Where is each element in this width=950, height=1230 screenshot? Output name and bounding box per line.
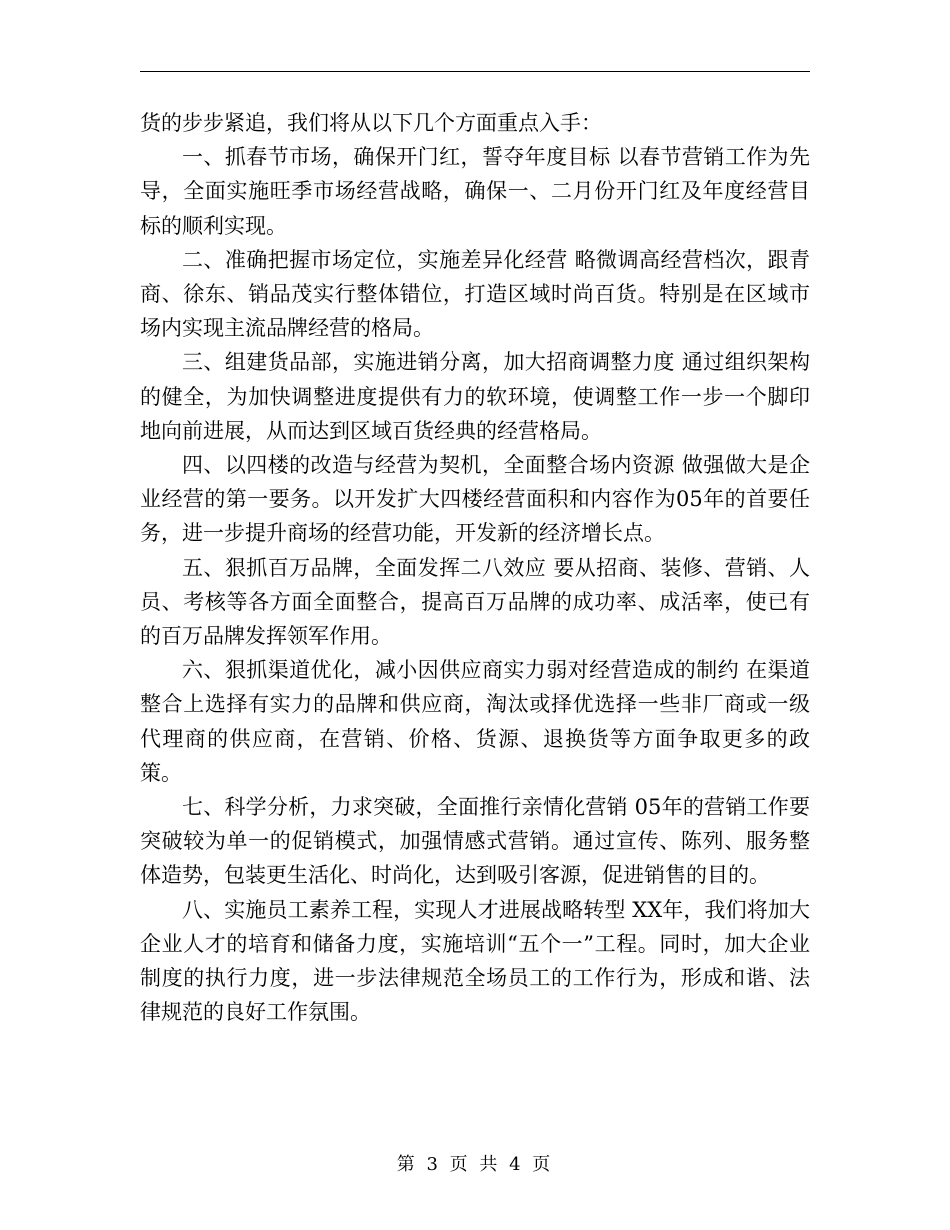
paragraph-item-2: 二、准确把握市场定位，实施差异化经营 略微调高经营档次，跟青商、徐东、销品茂实行整体错位，打造区域时尚百货。特别是在区域市场内实现主流品牌经营的格局。 — [140, 247, 810, 341]
paragraph-continuation: 货的步步紧追，我们将从以下几个方面重点入手： — [140, 111, 602, 135]
page-number-footer: 第 3 页 共 4 页 — [396, 1154, 554, 1175]
paragraph-item-6: 六、狠抓渠道优化，减小因供应商实力弱对经营造成的制约 在渠道整合上选择有实力的品牌和供应商，淘汰或择优选择一些非厂商或一级代理商的供应商，在营销、价格、货源、退换货等方面争取更多的政策。 — [140, 658, 810, 785]
paragraph-item-4: 四、以四楼的改造与经营为契机，全面整合场内资源 做强做大是企业经营的第一要务。以开发扩大四楼经营面积和内容作为05年的首要任务，进一步提升商场的经营功能，开发新的经济增长点。 — [140, 453, 810, 546]
paragraph-item-5: 五、狠抓百万品牌，全面发挥二八效应 要从招商、装修、营销、人员、考核等各方面全面整合，提高百万品牌的成功率、成活率，使已有的百万品牌发挥领军作用。 — [140, 555, 810, 649]
paragraph-item-1: 一、抓春节市场，确保开门红，誓夺年度目标 以春节营销工作为先导，全面实施旺季市场经营战略，确保一、二月份开门红及年度经营目标的顺利实现。 — [140, 145, 810, 238]
document-body — [140, 106, 810, 1029]
header-rule — [140, 71, 810, 72]
paragraph-item-8: 八、实施员工素养工程，实现人才进展战略转型 XX年，我们将加大企业人才的培育和储备力度，实施培训“五个一”工程。同时，加大企业制度的执行力度，进一步法律规范全场员工的工作行为，形成和谐、法律规范的良好工作氛围。 — [140, 897, 810, 1025]
paragraph-item-3: 三、组建货品部，实施进销分离，加大招商调整力度 通过组织架构的健全，为加快调整进度提供有力的软环境，使调整工作一步一个脚印地向前进展，从而达到区域百货经典的经营格局。 — [140, 350, 810, 443]
paragraph-item-7: 七、科学分析，力求突破，全面推行亲情化营销 05年的营销工作要突破较为单一的促销模式，加强情感式营销。通过宣传、陈列、服务整体造势，包装更生活化、时尚化，达到吸引客源，促进销售的目的。 — [140, 795, 810, 888]
